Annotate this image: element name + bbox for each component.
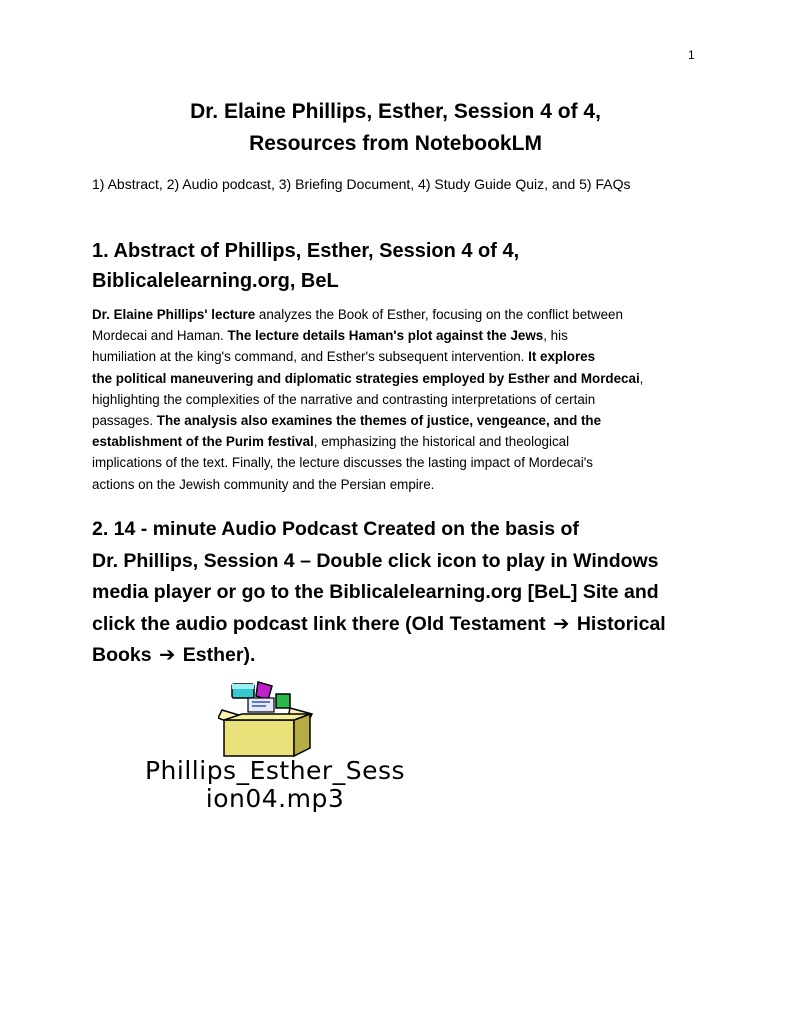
right-arrow-icon: ➔: [553, 612, 570, 635]
package-icon[interactable]: [218, 680, 318, 760]
attachment-filename[interactable]: [90, 757, 460, 813]
abstract-line: highlighting the complexities of the narrative and contrasting interpretations of certain: [92, 391, 596, 407]
podcast-heading-line: [92, 640, 666, 672]
contents-list: 1) Abstract, 2) Audio podcast, 3) Briefing Document, 4) Study Guide Quiz, and 5) FAQs: [92, 176, 631, 192]
abstract-line: [92, 325, 702, 346]
abstract-line: actions on the Jewish community and the Persian empire.: [92, 476, 435, 492]
podcast-text: click the audio podcast link there (Old Testament: [92, 612, 552, 635]
abstract-text: , emphasizing the historical and theological: [313, 434, 570, 450]
abstract-paragraph: [92, 304, 702, 495]
abstract-text: , his: [543, 328, 568, 344]
abstract-line: [92, 346, 702, 367]
document-title: [0, 96, 791, 160]
abstract-bold-text: Dr. Elaine Phillips' lecture: [92, 307, 256, 322]
abstract-bold-text: It explores: [528, 349, 596, 365]
abstract-line: [92, 304, 702, 325]
abstract-text: analyzes the Book of Esther, focusing on the conflict between: [255, 307, 623, 322]
podcast-text: Books: [92, 644, 158, 666]
podcast-heading-line: media player or go to the Biblicalelearning.org [BeL] Site and: [92, 581, 659, 603]
podcast-heading-line: Dr. Phillips, Session 4 – Double click icon to play in Windows: [92, 549, 659, 572]
abstract-text: Mordecai and Haman.: [92, 328, 228, 344]
podcast-heading-line: [92, 609, 666, 641]
abstract-text: passages.: [92, 413, 157, 429]
abstract-text: ,: [639, 370, 644, 386]
abstract-heading-line-1: 1. Abstract of Phillips, Esther, Session 4 of 4,: [92, 240, 520, 262]
abstract-heading: [92, 236, 519, 296]
abstract-line: [92, 431, 702, 452]
title-line-2: Resources from NotebookLM: [249, 132, 542, 155]
page-number: 1: [688, 48, 695, 62]
title-line-1: Dr. Elaine Phillips, Esther, Session 4 of 4,: [190, 100, 601, 123]
filename-line-2: ion04.mp3: [205, 784, 345, 813]
abstract-line: implications of the text. Finally, the lecture discusses the lasting impact of Mordecai's: [92, 455, 593, 471]
abstract-line: [92, 368, 702, 389]
filename-line-1: Phillips_Esther_Sess: [144, 756, 406, 785]
abstract-text: humiliation at the king's command, and Esther's subsequent intervention.: [92, 349, 529, 365]
podcast-heading: [92, 514, 666, 672]
abstract-bold-text: The analysis also examines the themes of justice, vengeance, and the: [156, 413, 602, 429]
abstract-line: [92, 410, 702, 431]
abstract-bold-text: establishment of the Purim festival: [92, 434, 314, 450]
podcast-text: Esther).: [177, 644, 256, 666]
podcast-text: Historical: [571, 612, 666, 635]
podcast-heading-line: 2. 14 - minute Audio Podcast Created on the basis of: [92, 518, 579, 540]
abstract-bold-text: the political maneuvering and diplomatic strategies employed by Esther and Mordecai: [92, 370, 640, 386]
abstract-bold-text: The lecture details Haman's plot against the Jews: [227, 328, 544, 344]
abstract-heading-line-2: Biblicalelearning.org, BeL: [92, 270, 339, 292]
right-arrow-icon: ➔: [159, 644, 176, 666]
